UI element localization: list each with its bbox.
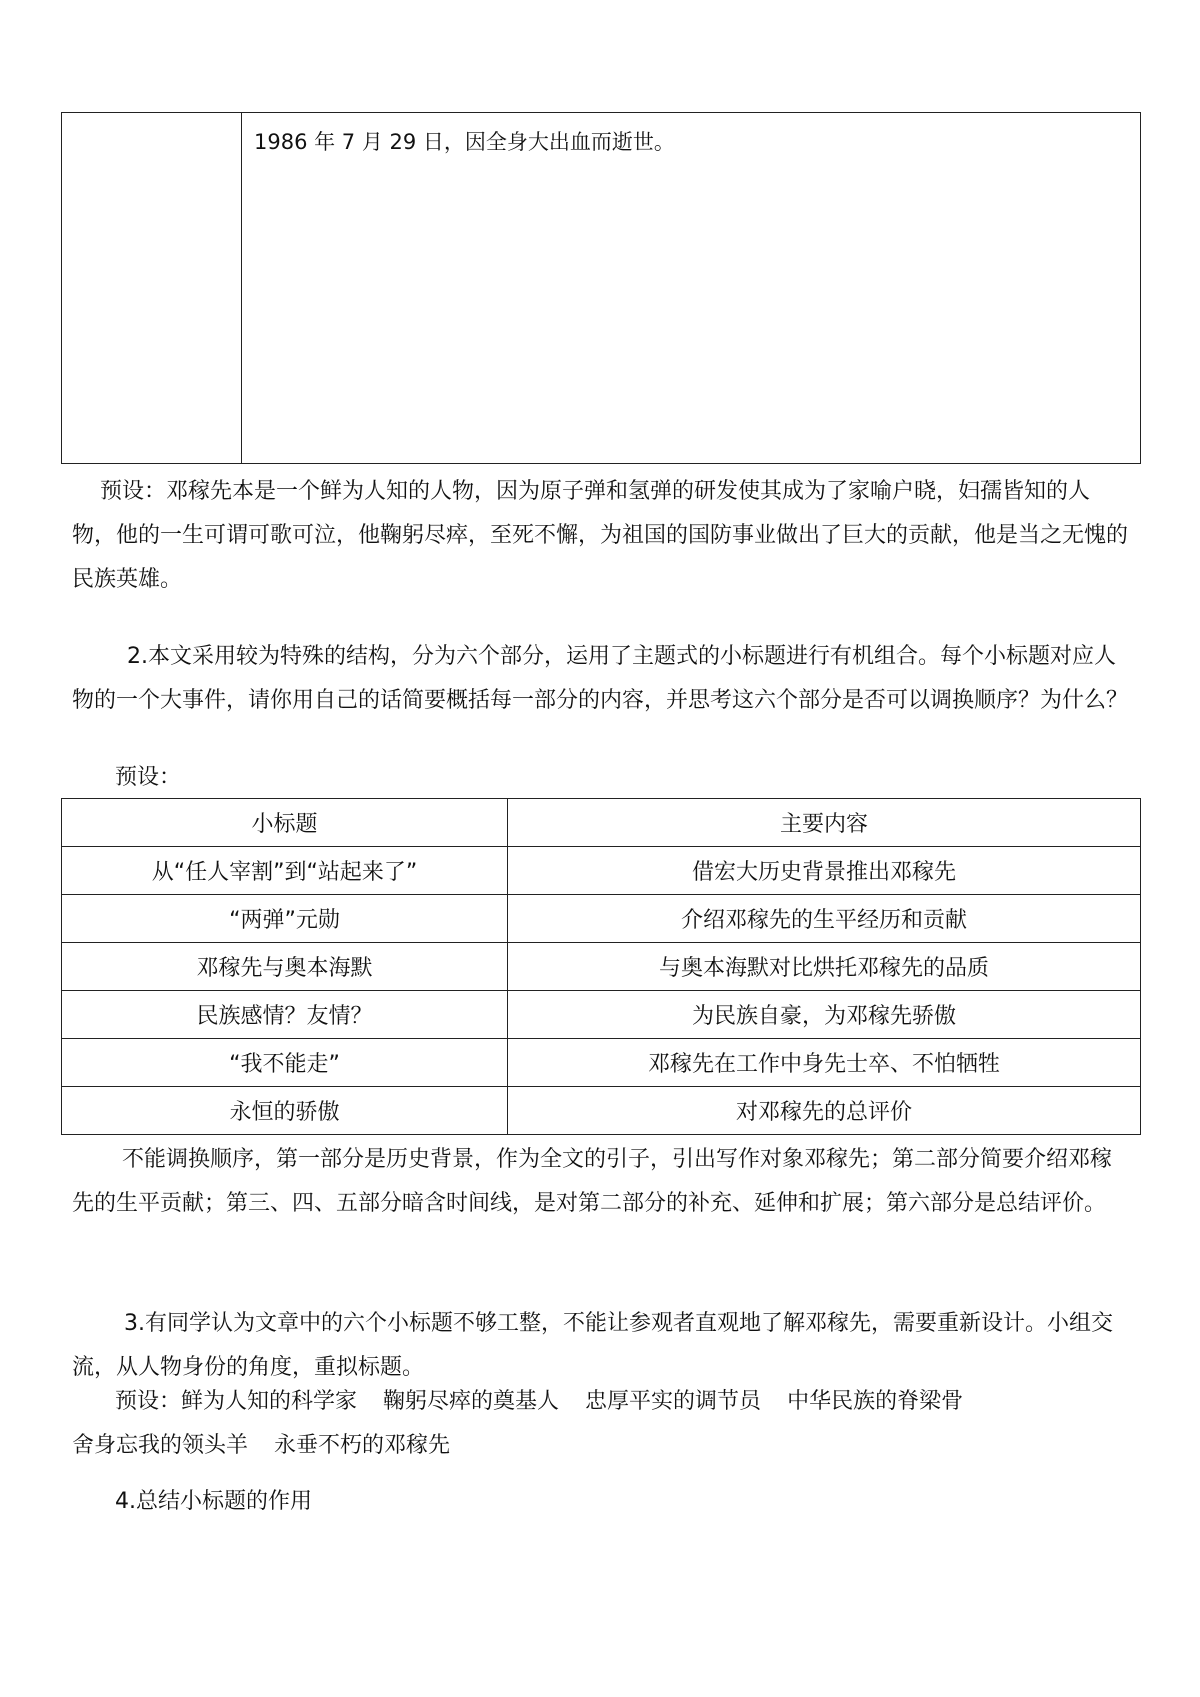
table-header-row	[62, 799, 1141, 847]
new-title: 永垂不朽的邓稼先	[274, 1433, 451, 1458]
new-title: 中华民族的脊梁骨	[787, 1389, 964, 1414]
table-row	[62, 895, 1141, 943]
table-row	[62, 1039, 1141, 1087]
preset-label: 预设：	[115, 765, 182, 790]
content-cell: 与奥本海默对比烘托邓稼先的品质	[508, 943, 1141, 991]
subtitle-cell: 永恒的骄傲	[62, 1087, 508, 1135]
content-cell: 介绍邓稼先的生平经历和贡献	[508, 895, 1141, 943]
preset-titles-line-1	[115, 1380, 1175, 1424]
content-cell: 邓稼先在工作中身先士卒、不怕牺牲	[508, 1039, 1141, 1087]
order-explanation: 不能调换顺序，第一部分是历史背景，作为全文的引子，引出写作对象邓稼先；第二部分简要介绍邓稼先的生平贡献；第三、四、五部分暗含时间线，是对第二部分的补充、延伸和扩展；第六部分是总结评价。	[72, 1147, 1113, 1216]
new-title: 鞠躬尽瘁的奠基人	[383, 1389, 560, 1414]
question-3: 3.有同学认为文章中的六个小标题不够工整，不能让参观者直观地了解邓稼先，需要重新设计。小组交流，从人物身份的角度，重拟标题。	[72, 1311, 1113, 1380]
subtitle-cell: “两弹”元勋	[62, 895, 508, 943]
new-title: 舍身忘我的领头羊	[72, 1433, 249, 1458]
new-title: 忠厚平实的调节员	[585, 1389, 762, 1414]
subtitle-table	[61, 798, 1141, 1135]
preset-answer-1: 预设：邓稼先本是一个鲜为人知的人物，因为原子弹和氢弹的研发使其成为了家喻户晓，妇孺皆知的人物，他的一生可谓可歌可泣，他鞠躬尽瘁，至死不懈，为祖国的国防事业做出了巨大的贡献，他是当之无愧的民族英雄。	[72, 479, 1129, 592]
content-cell: 对邓稼先的总评价	[508, 1087, 1141, 1135]
question-2: 2.本文采用较为特殊的结构，分为六个部分，运用了主题式的小标题进行有机组合。每个小标题对应人物的一个大事件，请你用自己的话简要概括每一部分的内容，并思考这六个部分是否可以调换顺序？为什么？	[72, 644, 1129, 713]
table-row	[62, 991, 1141, 1039]
preset-label: 预设：	[115, 1389, 182, 1414]
table-row	[62, 1087, 1141, 1135]
subtitle-cell: “我不能走”	[62, 1039, 508, 1087]
empty-label-cell	[62, 113, 242, 463]
biography-table	[61, 112, 1141, 464]
content-cell: 借宏大历史背景推出邓稼先	[508, 847, 1141, 895]
subtitle-cell: 民族感情？友情？	[62, 991, 508, 1039]
table-row	[62, 847, 1141, 895]
subtitle-cell: 从“任人宰割”到“站起来了”	[62, 847, 508, 895]
header-subtitle: 小标题	[62, 799, 508, 847]
new-title: 鲜为人知的科学家	[181, 1389, 358, 1414]
header-main-content: 主要内容	[508, 799, 1141, 847]
preset-titles-line-2	[72, 1424, 1132, 1468]
subtitle-cell: 邓稼先与奥本海默	[62, 943, 508, 991]
content-cell: 为民族自豪，为邓稼先骄傲	[508, 991, 1141, 1039]
table-row	[62, 943, 1141, 991]
death-date-cell: 1986 年 7 月 29 日，因全身大出血而逝世。	[254, 130, 675, 154]
question-4: 4.总结小标题的作用	[115, 1489, 312, 1514]
